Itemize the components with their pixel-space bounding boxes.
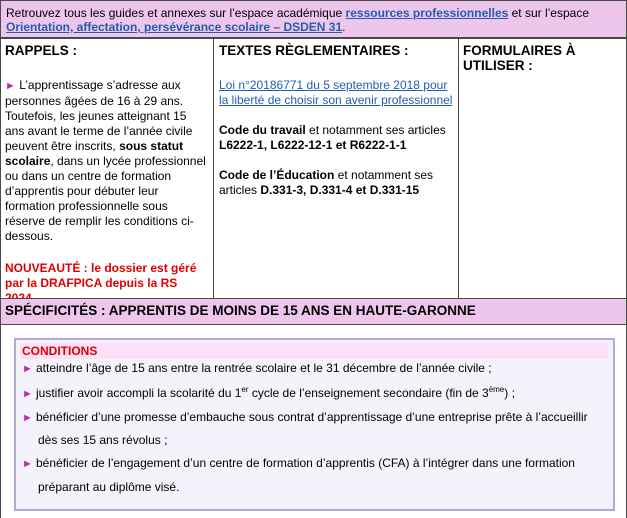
code-travail-articles: L6222-1, L6222-12-1 et R6222-1-1	[219, 138, 407, 152]
rappels-text-bold: sous statut scolaire	[5, 139, 184, 168]
specificites-header: SPÉCIFICITÉS : APPRENTIS DE MOINS DE 15 ANS EN HAUTE-GARONNE	[0, 298, 627, 325]
ressources-professionnelles-link[interactable]: ressources professionnelles	[345, 6, 509, 20]
resources-banner	[0, 0, 627, 38]
condition-sup-er: er	[241, 385, 249, 394]
orientation-dsden-link[interactable]: Orientation, affectation, persévérance scolaire – DSDEN 31	[6, 20, 343, 34]
triangle-bullet-icon: ►	[22, 388, 33, 400]
condition-item-promesse-cont: dès ses 15 ans révolus ;	[38, 433, 168, 447]
condition-text-c: ) ;	[504, 386, 515, 400]
triangle-bullet-icon: ►	[22, 412, 33, 424]
formulaires-title: FORMULAIRES À UTILISER :	[463, 43, 576, 73]
rappels-text-b: , dans un lycée professionnel ou dans un centre de formation d’apprentis pour débuter leur formation professionnelle sous réserve de remplir les conditions ci-dessous.	[5, 154, 206, 243]
condition-item-age	[22, 361, 492, 377]
triangle-bullet-icon: ►	[5, 80, 16, 92]
textes-title: TEXTES RÈGLEMENTAIRES :	[219, 43, 409, 58]
nouveaute-note: NOUVEAUTÉ : le dossier est géré par la DRAFPICA depuis la RS	[5, 261, 197, 290]
condition-text: bénéficier d’une promesse d’embauche sous contrat d’apprentissage d’une entreprise prête à l’accueillir	[36, 410, 588, 424]
condition-sup-eme: ème	[488, 385, 505, 394]
condition-item-cfa	[22, 456, 575, 472]
condition-text: bénéficier de l’engagement d’un centre de formation d’apprentis (CFA) à l’intégrer dans une formation	[36, 456, 575, 470]
formulaires-cell	[458, 38, 627, 299]
triangle-bullet-icon: ►	[22, 458, 33, 470]
condition-item-cfa-cont: préparant au diplôme visé.	[38, 480, 180, 494]
code-travail-text	[219, 123, 454, 153]
banner-text-3: .	[342, 20, 346, 34]
rappels-title: RAPPELS :	[5, 43, 78, 58]
textes-reglementaires-cell	[213, 38, 459, 299]
code-travail-desc: et notamment ses articles	[305, 123, 446, 137]
code-education-text	[219, 168, 454, 198]
condition-text: atteindre l’âge de 15 ans entre la rentrée scolaire et le 31 décembre de l’année civile ;	[36, 361, 492, 375]
loi-2018-link[interactable]: Loi n°20186771 du 5 septembre 2018 pour la liberté de choisir son avenir professionnel	[219, 78, 453, 107]
code-education-desc: et notamment ses articles	[219, 168, 434, 197]
conditions-box	[14, 338, 615, 511]
rappels-paragraph	[5, 78, 209, 244]
condition-item-promesse	[22, 410, 588, 426]
rappels-cell	[0, 38, 214, 299]
condition-text-a: justifier avoir accompli la scolarité du 1	[36, 386, 242, 400]
condition-text-b: cycle de l’enseignement secondaire (fin de 3	[248, 386, 489, 400]
banner-text-1: Retrouvez tous les guides et annexes sur l’espace académique	[6, 6, 346, 20]
code-education-articles: D.331-3, D.331-4 et D.331-15	[260, 183, 420, 197]
triangle-bullet-icon: ►	[22, 363, 33, 375]
code-education-title: Code de l’Éducation	[219, 168, 335, 182]
specificites-section	[0, 324, 627, 518]
rappels-text-a: L’apprentissage s’adresse aux personnes âgées de 16 à 29 ans. Toutefois, les jeunes atteignant 15 ans avant le terme de l’année civile peuvent être inscrits,	[5, 78, 193, 153]
code-travail-title: Code du travail	[219, 123, 306, 137]
condition-item-scolarite	[22, 386, 515, 402]
conditions-title: CONDITIONS	[20, 343, 608, 359]
banner-text-2: et sur l’espace	[508, 6, 590, 20]
